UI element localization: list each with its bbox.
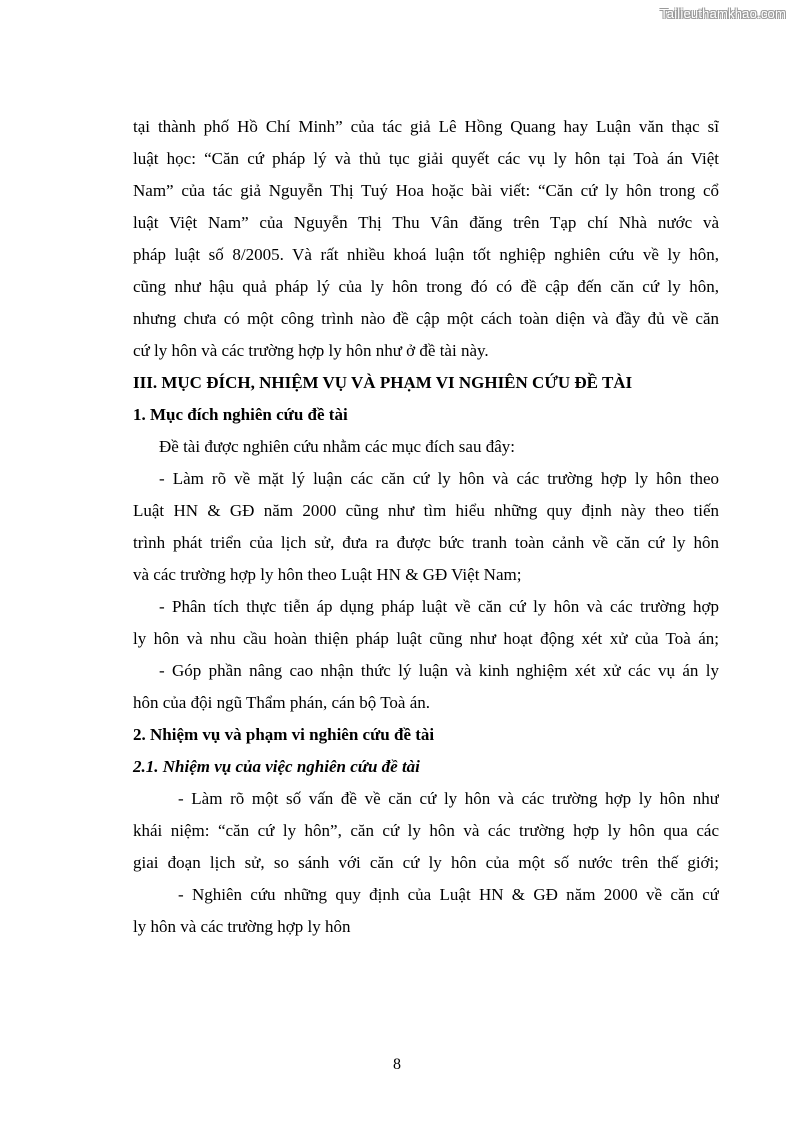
paragraph-line: luật Việt Nam” của Nguyễn Thị Thu Vân đăng trên Tạp chí Nhà nước và (133, 213, 719, 232)
list-item-line: trình phát triển của lịch sử, đưa ra được bức tranh toàn cảnh về căn cứ ly hôn (133, 533, 719, 552)
list-item-line: khái niệm: “căn cứ ly hôn”, căn cứ ly hôn và các trường hợp ly hôn qua các (133, 821, 719, 840)
list-item-line: và các trường hợp ly hôn theo Luật HN & GĐ Việt Nam; (133, 565, 522, 584)
paragraph-line: Nam” của tác giả Nguyễn Thị Tuý Hoa hoặc bài viết: “Căn cứ ly hôn trong cổ (133, 181, 719, 200)
paragraph-line: luật học: “Căn cứ pháp lý và thủ tục giải quyết các vụ ly hôn tại Toà án Việt (133, 149, 719, 168)
list-item-line: ly hôn và các trường hợp ly hôn (133, 917, 351, 936)
paragraph-line: Đề tài được nghiên cứu nhằm các mục đích sau đây: (159, 437, 515, 456)
subsection-heading: 2. Nhiệm vụ và phạm vi nghiên cứu đề tài (133, 725, 435, 744)
paragraph-line: cũng như hậu quả pháp lý của ly hôn trong đó có đề cập đến căn cứ ly hôn, (133, 277, 719, 296)
document-body (133, 111, 719, 943)
paragraph-line: cứ ly hôn và các trường hợp ly hôn như ở đề tài này. (133, 341, 489, 360)
section-heading: III. MỤC ĐÍCH, NHIỆM VỤ VÀ PHẠM VI NGHIÊN CỨU ĐỀ TÀI (133, 373, 633, 392)
list-item-line: - Góp phần nâng cao nhận thức lý luận và kinh nghiệm xét xử các vụ án ly (159, 661, 719, 680)
page-number: 8 (393, 1056, 401, 1073)
paragraph-line: nhưng chưa có một công trình nào đề cập một cách toàn diện và đầy đủ về căn (133, 309, 719, 328)
subsection-heading: 1. Mục đích nghiên cứu đề tài (133, 405, 348, 424)
paragraph-line: pháp luật số 8/2005. Và rất nhiều khoá luận tốt nghiệp nghiên cứu về ly hôn, (133, 245, 719, 264)
sub-subsection-heading: 2.1. Nhiệm vụ của việc nghiên cứu đề tài (133, 757, 420, 776)
list-item-line: hôn của đội ngũ Thẩm phán, cán bộ Toà án. (133, 693, 431, 712)
watermark: Tailieuthamkhao.com (660, 6, 786, 21)
list-item-line: ly hôn và nhu cầu hoàn thiện pháp luật cũng như hoạt động xét xử của Toà án; (133, 629, 719, 648)
list-item-line: - Làm rõ một số vấn đề về căn cứ ly hôn và các trường hợp ly hôn như (178, 789, 719, 808)
list-item-line: - Phân tích thực tiễn áp dụng pháp luật về căn cứ ly hôn và các trường hợp (159, 597, 719, 616)
list-item-line: - Làm rõ về mặt lý luận các căn cứ ly hôn và các trường hợp ly hôn theo (159, 469, 719, 488)
list-item-line: - Nghiên cứu những quy định của Luật HN & GĐ năm 2000 về căn cứ (178, 885, 719, 904)
list-item-line: Luật HN & GĐ năm 2000 cũng như tìm hiểu những quy định này theo tiến (133, 501, 719, 520)
paragraph-line: tại thành phố Hồ Chí Minh” của tác giả Lê Hồng Quang hay Luận văn thạc sĩ (133, 117, 719, 136)
list-item-line: giai đoạn lịch sử, so sánh với căn cứ ly hôn của một số nước trên thế giới; (133, 853, 719, 872)
